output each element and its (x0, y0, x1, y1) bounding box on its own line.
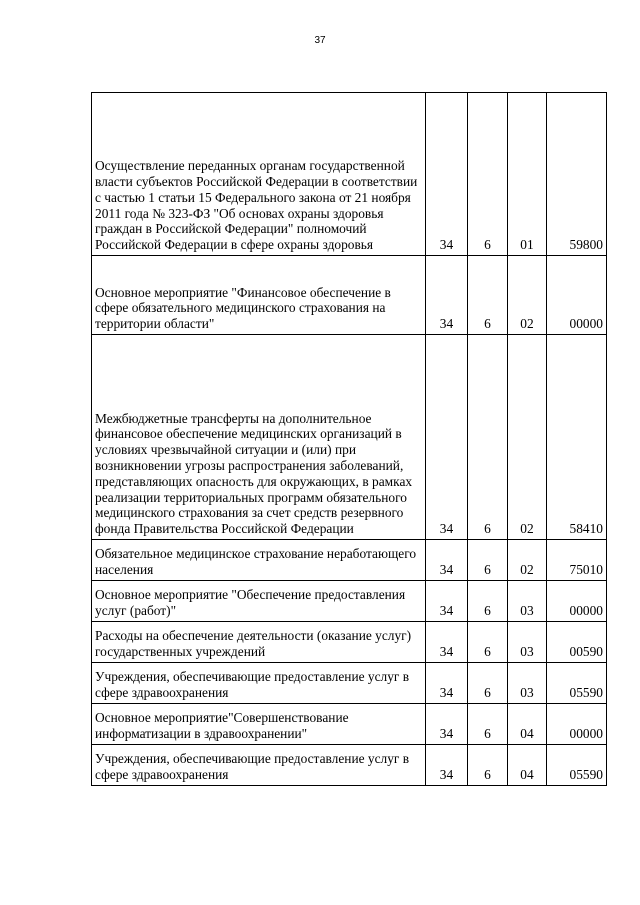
subprogram-code: 6 (468, 335, 508, 540)
subprogram-code: 6 (468, 663, 508, 704)
subprogram-code: 6 (468, 581, 508, 622)
direction-code: 00590 (547, 622, 607, 663)
row-description: Учреждения, обеспечивающие предоставление услуг в сфере здравоохранения (92, 663, 426, 704)
row-description: Учреждения, обеспечивающие предоставление услуг в сфере здравоохранения (92, 745, 426, 786)
activity-code: 02 (508, 540, 547, 581)
row-description: Основное мероприятие "Обеспечение предоставления услуг (работ)" (92, 581, 426, 622)
direction-code: 00000 (547, 581, 607, 622)
table-row (92, 745, 607, 786)
direction-code: 05590 (547, 745, 607, 786)
activity-code: 03 (508, 663, 547, 704)
row-description: Расходы на обеспечение деятельности (оказание услуг) государственных учреждений (92, 622, 426, 663)
activity-code: 03 (508, 581, 547, 622)
subprogram-code: 6 (468, 745, 508, 786)
subprogram-code: 6 (468, 704, 508, 745)
row-description: Обязательное медицинское страхование неработающего населения (92, 540, 426, 581)
budget-classification-table (91, 92, 607, 786)
program-code: 34 (426, 256, 468, 335)
subprogram-code: 6 (468, 622, 508, 663)
program-code: 34 (426, 335, 468, 540)
subprogram-code: 6 (468, 256, 508, 335)
program-code: 34 (426, 540, 468, 581)
activity-code: 04 (508, 745, 547, 786)
direction-code: 00000 (547, 704, 607, 745)
activity-code: 02 (508, 335, 547, 540)
direction-code: 59800 (547, 93, 607, 256)
program-code: 34 (426, 622, 468, 663)
program-code: 34 (426, 581, 468, 622)
row-description: Осуществление переданных органам государственной власти субъектов Российской Федерации в соответствии с частью 1 статьи 15 Федерального закона от 21 ноября 2011 года № 323-ФЗ "Об основах охраны здоровья граждан в Российской Федерации" полномочий Российской Федерации в сфере охраны здоровья (92, 93, 426, 256)
row-description: Основное мероприятие "Финансовое обеспечение в сфере обязательного медицинского страхования на территории области" (92, 256, 426, 335)
table-row (92, 540, 607, 581)
activity-code: 04 (508, 704, 547, 745)
table-row (92, 622, 607, 663)
direction-code: 05590 (547, 663, 607, 704)
table-row (92, 93, 607, 256)
table-row (92, 256, 607, 335)
table-row (92, 335, 607, 540)
activity-code: 01 (508, 93, 547, 256)
activity-code: 03 (508, 622, 547, 663)
direction-code: 75010 (547, 540, 607, 581)
direction-code: 00000 (547, 256, 607, 335)
program-code: 34 (426, 745, 468, 786)
program-code: 34 (426, 93, 468, 256)
subprogram-code: 6 (468, 93, 508, 256)
row-description: Основное мероприятие"Совершенствование информатизации в здравоохранении" (92, 704, 426, 745)
table-row (92, 581, 607, 622)
page-number: 37 (314, 35, 326, 46)
subprogram-code: 6 (468, 540, 508, 581)
table-row (92, 704, 607, 745)
direction-code: 58410 (547, 335, 607, 540)
row-description: Межбюджетные трансферты на дополнительное финансовое обеспечение медицинских организаций в условиях чрезвычайной ситуации и (или) при возникновении угрозы распространения заболеваний, представляющих опасность для окружающих, в рамках реализации территориальных программ обязательного медицинского страхования за счет средств резервного фонда Правительства Российской Федерации (92, 335, 426, 540)
activity-code: 02 (508, 256, 547, 335)
program-code: 34 (426, 663, 468, 704)
program-code: 34 (426, 704, 468, 745)
table-row (92, 663, 607, 704)
